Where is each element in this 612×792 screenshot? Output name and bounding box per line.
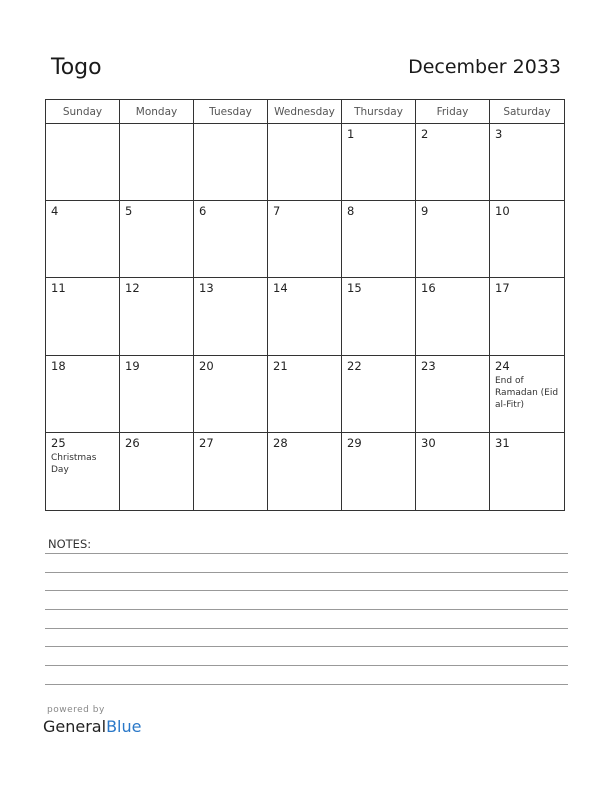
day-number: 29	[347, 435, 362, 450]
day-number: 11	[51, 281, 66, 296]
day-cell	[342, 356, 416, 433]
weekday-header: Sunday	[46, 100, 120, 124]
calendar-grid	[45, 99, 565, 511]
day-cell	[46, 124, 120, 201]
day-number: 13	[199, 281, 214, 296]
day-cell	[342, 201, 416, 278]
day-cell	[46, 278, 120, 355]
day-number: 21	[273, 358, 288, 373]
day-cell	[490, 201, 564, 278]
day-number: 3	[495, 127, 503, 141]
day-cell	[46, 433, 120, 510]
month-title: December 2033	[408, 56, 561, 78]
day-number: 4	[51, 204, 59, 219]
day-cell	[120, 433, 194, 510]
holiday-label: End of Ramadan (Eid al-Fitr)	[495, 375, 559, 410]
day-number: 30	[421, 435, 436, 450]
holiday-label: Christmas Day	[51, 452, 97, 475]
day-cell	[194, 278, 268, 355]
day-number: 1	[347, 127, 355, 141]
day-number: 17	[495, 281, 510, 296]
notes-line	[45, 665, 568, 666]
brand-logo[interactable]	[43, 717, 141, 736]
day-cell	[416, 124, 490, 201]
day-cell	[120, 356, 194, 433]
day-cell	[194, 433, 268, 510]
country-title: Togo	[51, 55, 102, 80]
day-cell	[342, 278, 416, 355]
day-cell	[490, 124, 564, 201]
day-cell	[416, 356, 490, 433]
day-cell	[342, 433, 416, 510]
day-number: 27	[199, 435, 214, 450]
powered-by-text: powered by	[47, 705, 105, 715]
day-cell	[46, 356, 120, 433]
day-cell	[120, 124, 194, 201]
notes-line	[45, 572, 568, 573]
day-number: 22	[347, 358, 362, 373]
day-number: 23	[421, 358, 436, 373]
day-number: 10	[495, 204, 510, 219]
day-cell	[416, 278, 490, 355]
day-cell	[194, 124, 268, 201]
day-cell	[268, 278, 342, 355]
weekday-header: Saturday	[490, 100, 564, 124]
day-cell	[268, 124, 342, 201]
day-number: 19	[125, 358, 140, 373]
day-number: 2	[421, 127, 429, 141]
day-cell	[120, 201, 194, 278]
day-number: 7	[273, 204, 281, 219]
day-cell	[490, 433, 564, 510]
day-cell	[194, 356, 268, 433]
weekday-header: Wednesday	[268, 100, 342, 124]
day-number: 5	[125, 204, 133, 219]
day-number: 16	[421, 281, 436, 296]
day-number: 26	[125, 435, 140, 450]
notes-line	[45, 646, 568, 647]
day-number: 25	[51, 435, 66, 450]
notes-line	[45, 590, 568, 591]
day-number: 18	[51, 358, 66, 373]
day-number: 15	[347, 281, 362, 296]
day-number: 9	[421, 204, 429, 219]
day-cell	[490, 278, 564, 355]
notes-label: NOTES:	[48, 537, 92, 551]
notes-line	[45, 553, 568, 554]
day-cell	[268, 201, 342, 278]
day-cell	[490, 356, 564, 433]
day-cell	[268, 356, 342, 433]
brand-general: General	[43, 717, 107, 736]
weekday-header: Monday	[120, 100, 194, 124]
notes-line	[45, 684, 568, 685]
day-number: 28	[273, 435, 288, 450]
day-number: 31	[495, 435, 510, 450]
weekday-header: Friday	[416, 100, 490, 124]
day-cell	[342, 124, 416, 201]
day-cell	[416, 433, 490, 510]
day-number: 8	[347, 204, 355, 219]
day-cell	[416, 201, 490, 278]
notes-line	[45, 628, 568, 629]
day-cell	[194, 201, 268, 278]
day-cell	[120, 278, 194, 355]
day-number: 6	[199, 204, 207, 219]
day-number: 24	[495, 358, 510, 373]
weekday-header: Thursday	[342, 100, 416, 124]
day-cell	[268, 433, 342, 510]
day-number: 20	[199, 358, 214, 373]
notes-line	[45, 609, 568, 610]
brand-blue: Blue	[106, 717, 142, 736]
weekday-header: Tuesday	[194, 100, 268, 124]
day-number: 14	[273, 281, 288, 296]
day-cell	[46, 201, 120, 278]
day-number: 12	[125, 281, 140, 296]
